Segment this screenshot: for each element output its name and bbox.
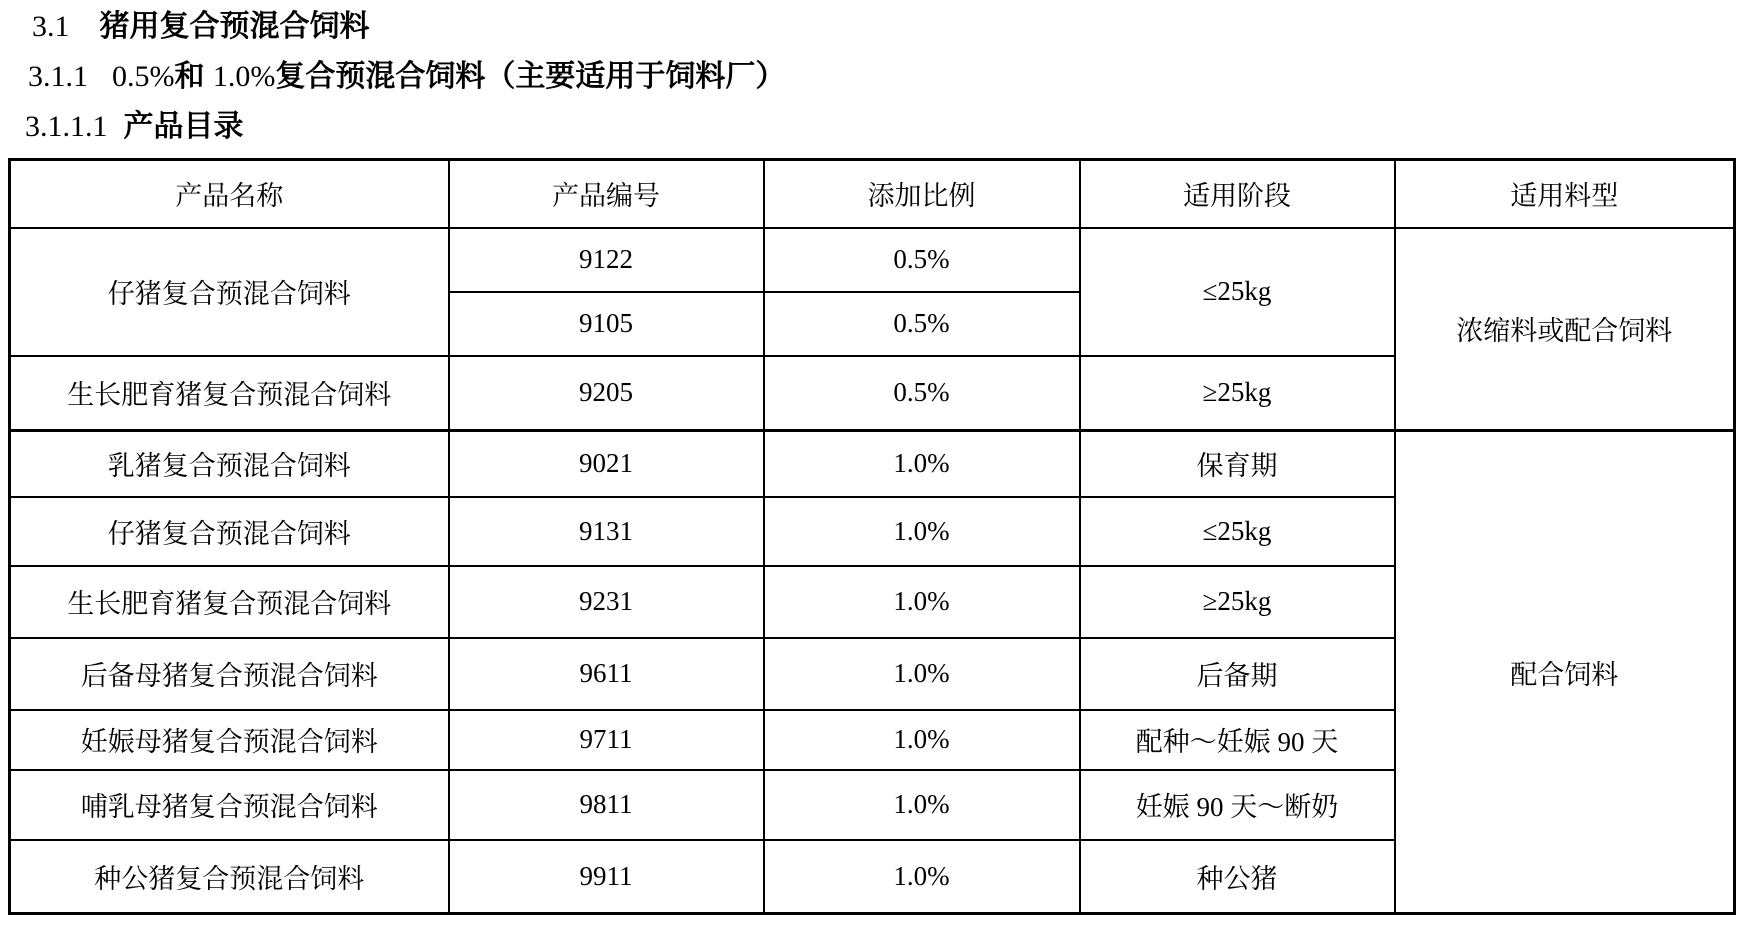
section-title: 猪用复合预混合饲料 bbox=[99, 10, 370, 43]
col-header-applicable-stage: 适用阶段 bbox=[1080, 160, 1395, 228]
stage-cell: 种公猪 bbox=[1080, 840, 1395, 914]
stage-cell: ≥25kg bbox=[1080, 566, 1395, 638]
product-catalog-table bbox=[8, 158, 1736, 915]
product-code-cell: 9231 bbox=[449, 566, 764, 638]
product-name-cell: 仔猪复合预混合饲料 bbox=[10, 497, 449, 566]
product-code-cell: 9811 bbox=[449, 770, 764, 840]
product-name-cell: 后备母猪复合预混合饲料 bbox=[10, 638, 449, 710]
ratio-cell: 1.0% bbox=[764, 710, 1080, 770]
product-name-cell: 仔猪复合预混合饲料 bbox=[10, 228, 449, 356]
stage-cell: ≤25kg bbox=[1080, 497, 1395, 566]
table-header-row bbox=[10, 160, 1735, 228]
product-code-cell: 9911 bbox=[449, 840, 764, 914]
product-code-cell: 9105 bbox=[449, 292, 764, 356]
product-code-cell: 9205 bbox=[449, 356, 764, 431]
stage-cell: 妊娠 90 天～断奶 bbox=[1080, 770, 1395, 840]
section-heading-3-1-1-1 bbox=[25, 112, 244, 142]
section-title-part: 0.5% bbox=[112, 60, 175, 93]
section-heading-3-1-1 bbox=[28, 62, 785, 92]
section-title: 产品目录 bbox=[123, 110, 244, 143]
ratio-cell: 1.0% bbox=[764, 566, 1080, 638]
product-code-cell: 9611 bbox=[449, 638, 764, 710]
section-title-part: 复合预混合饲料（主要适用于饲料厂） bbox=[275, 60, 786, 93]
stage-cell: 保育期 bbox=[1080, 431, 1395, 497]
ratio-cell: 1.0% bbox=[764, 770, 1080, 840]
feed-type-cell: 浓缩料或配合饲料 bbox=[1395, 228, 1735, 431]
col-header-product-code: 产品编号 bbox=[449, 160, 764, 228]
ratio-cell: 0.5% bbox=[764, 292, 1080, 356]
product-code-cell: 9711 bbox=[449, 710, 764, 770]
product-name-cell: 妊娠母猪复合预混合饲料 bbox=[10, 710, 449, 770]
product-code-cell: 9021 bbox=[449, 431, 764, 497]
col-header-product-name: 产品名称 bbox=[10, 160, 449, 228]
ratio-cell: 1.0% bbox=[764, 431, 1080, 497]
stage-cell: ≥25kg bbox=[1080, 356, 1395, 431]
table-row bbox=[10, 431, 1735, 497]
ratio-cell: 1.0% bbox=[764, 840, 1080, 914]
section-number: 3.1 bbox=[32, 10, 70, 43]
feed-type-cell: 配合饲料 bbox=[1395, 431, 1735, 914]
stage-cell: ≤25kg bbox=[1080, 228, 1395, 356]
ratio-cell: 1.0% bbox=[764, 497, 1080, 566]
section-number: 3.1.1.1 bbox=[25, 110, 108, 143]
product-name-cell: 种公猪复合预混合饲料 bbox=[10, 840, 449, 914]
section-number: 3.1.1 bbox=[28, 60, 88, 93]
product-name-cell: 哺乳母猪复合预混合饲料 bbox=[10, 770, 449, 840]
product-name-cell: 乳猪复合预混合饲料 bbox=[10, 431, 449, 497]
ratio-cell: 0.5% bbox=[764, 228, 1080, 292]
product-code-cell: 9131 bbox=[449, 497, 764, 566]
product-code-cell: 9122 bbox=[449, 228, 764, 292]
section-title-part: 和 bbox=[174, 60, 213, 93]
ratio-cell: 1.0% bbox=[764, 638, 1080, 710]
section-title-part: 1.0% bbox=[212, 60, 276, 93]
product-name-cell: 生长肥育猪复合预混合饲料 bbox=[10, 356, 449, 431]
stage-cell: 配种～妊娠 90 天 bbox=[1080, 710, 1395, 770]
ratio-cell: 0.5% bbox=[764, 356, 1080, 431]
col-header-feed-type: 适用料型 bbox=[1395, 160, 1735, 228]
product-name-cell: 生长肥育猪复合预混合饲料 bbox=[10, 566, 449, 638]
section-heading-3-1 bbox=[32, 12, 370, 42]
table-row bbox=[10, 228, 1735, 292]
stage-cell: 后备期 bbox=[1080, 638, 1395, 710]
col-header-add-ratio: 添加比例 bbox=[764, 160, 1080, 228]
